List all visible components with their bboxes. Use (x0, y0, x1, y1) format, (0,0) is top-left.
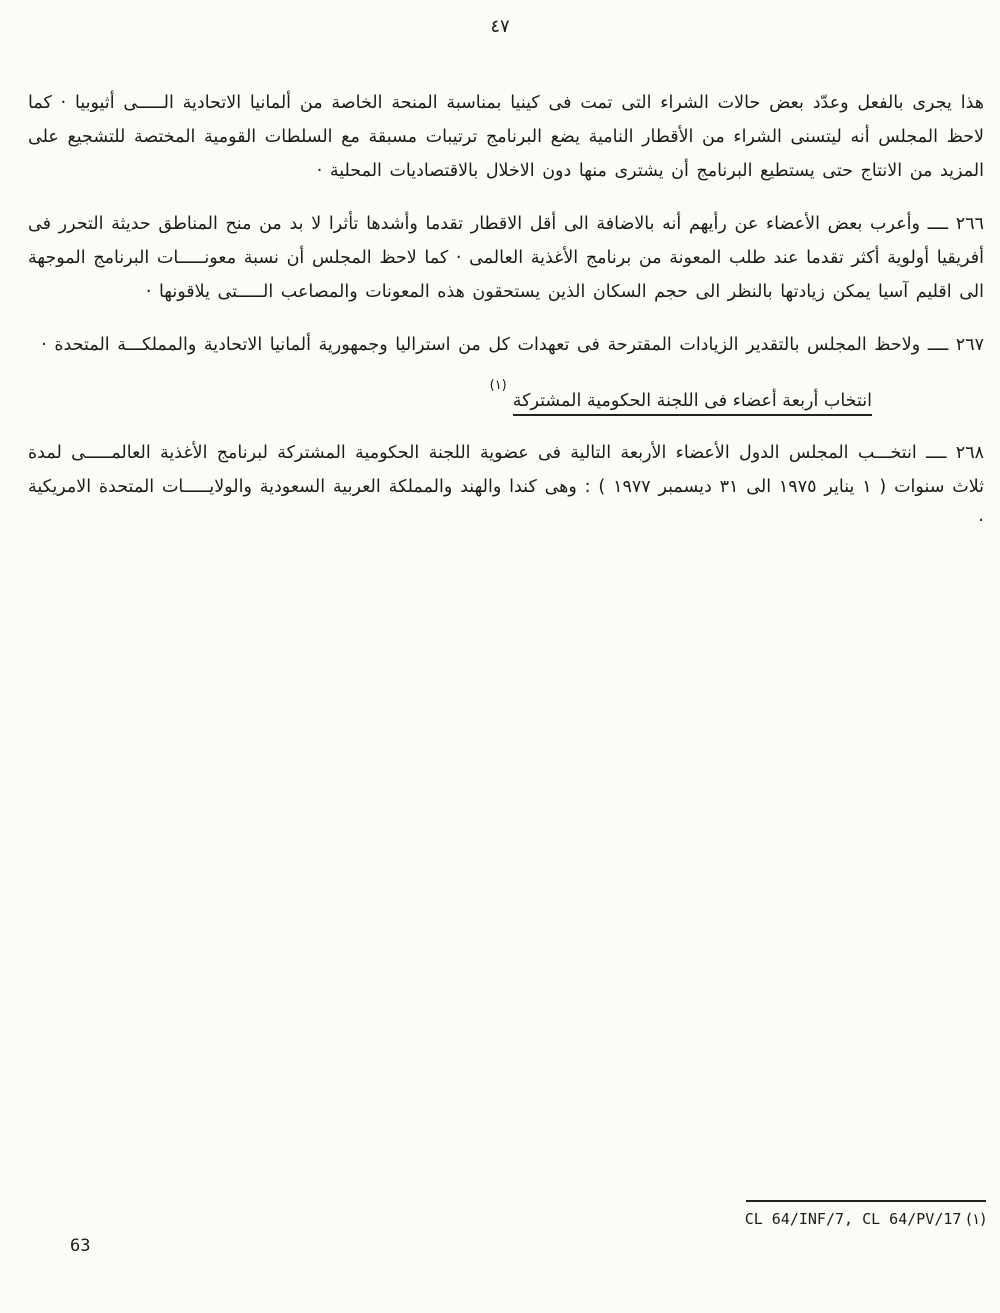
section-heading-row (28, 378, 872, 416)
paragraph-267: ٢٦٧ ــــ ولاحظ المجلس بالتقدير الزيادات المقترحة فى تعهدات كل من استراليا وجمهورية ألمانيا الاتحادية والمملكـــة المتحدة · (41, 335, 984, 355)
footnote-block (746, 1200, 986, 1228)
page-number-bottom: 63 (70, 1236, 91, 1256)
footnote-reference (746, 1210, 986, 1228)
paragraph-266: ٢٦٦ ــــ وأعرب بعض الأعضاء عن رأيهم أنه بالاضافة الى أقل الاقطار تقدما وأشدها تأثرا لا بد من منح المناطق حديثة التحرر فى أفريقيا أولوية أكثر تقدما عند طلب المعونة من برنامج الأغذية العالمى · كما لاحظ المجلس أن نسبة معونـــــات البرنامج الموجهة الى اقليم آسيا يمكن زيادتها بالنظر الى حجم السكان الذين يستحقون هذه المعونات والمصاعب الـــــتى يلاقونها · (28, 214, 984, 302)
footnote-marker: (١) (966, 1210, 986, 1228)
paragraph-continuation: هذا يجرى بالفعل وعدّد بعض حالات الشراء التى تمت فى كينيا بمناسبة المنحة الخاصة من ألمانيا الاتحادية الـــــى أثيوبيا · كما لاحظ المجلس أنه ليتسنى الشراء من الأقطار النامية يضع البرنامج ترتيبات مسبقة مع السلطات القومية المختصة للتشجيع على المزيد من الانتاج حتى يستطيع البرنامج أن يشترى منها دون الاخلال بالاقتصاديات المحلية · (28, 93, 984, 181)
footnote-divider (746, 1200, 986, 1202)
section-heading: انتخاب أربعة أعضاء فى اللجنة الحكومية المشتركة (513, 391, 872, 416)
paragraph-268: ٢٦٨ ــــ انتخـــب المجلس الدول الأعضاء الأربعة التالية فى عضوية اللجنة الحكومية المشتركة لبرنامج الأغذية العالمـــــى لمدة ثلاث سنوات ( ١ يناير ١٩٧٥ الى ٣١ ديسمبر ١٩٧٧ ) : وهى كندا والهند والمملكة العربية السعودية والولايـــــات المتحدة الامريكية · (28, 442, 985, 531)
page-number-top: ٤٧ (490, 16, 510, 37)
footnote-citation: CL 64/INF/7, CL 64/PV/17 (744, 1210, 962, 1228)
document-body (28, 86, 984, 557)
footnote-marker-superscript: (١) (489, 378, 507, 393)
